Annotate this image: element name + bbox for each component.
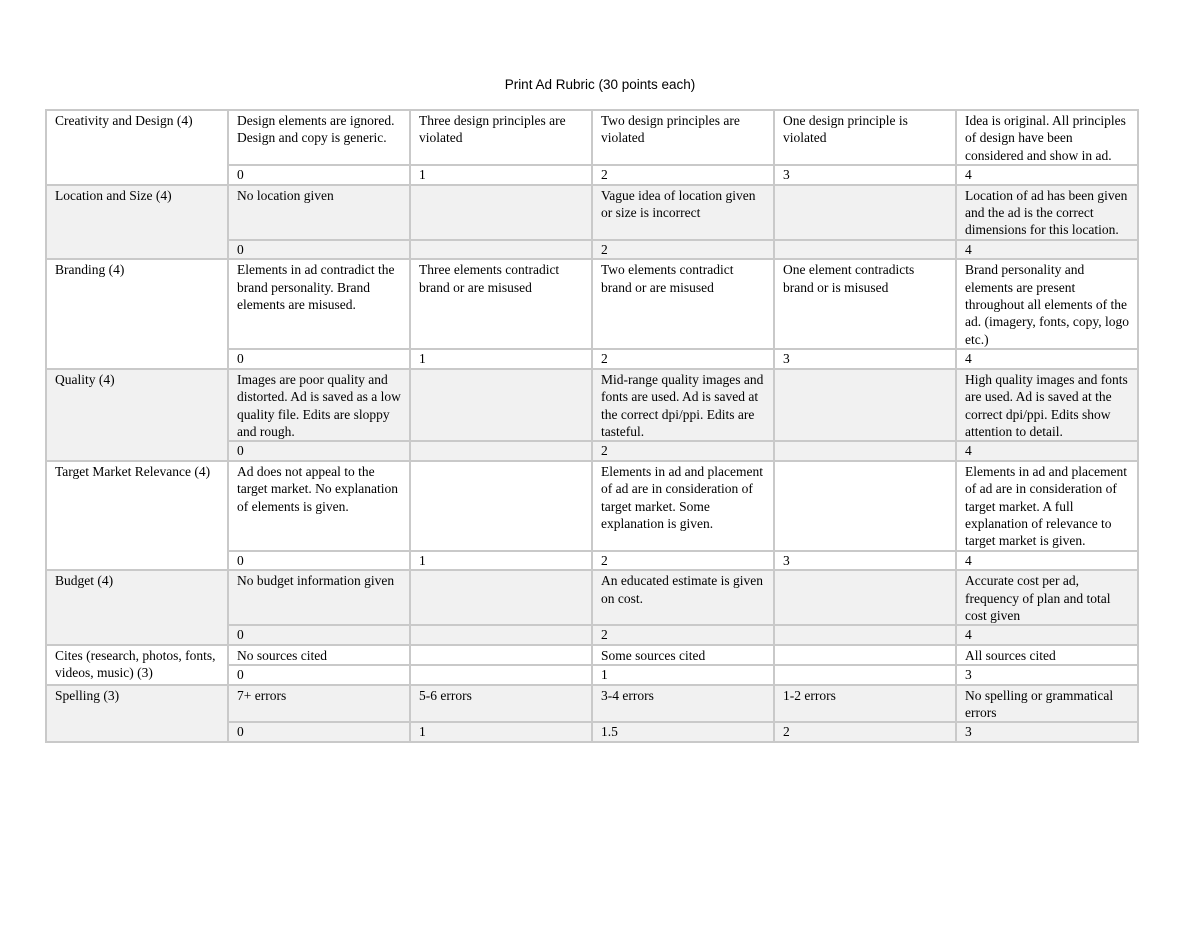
- score-cell: [410, 665, 592, 684]
- description-cell: One element contradicts brand or is misused: [774, 259, 956, 349]
- criterion-name: Cites (research, photos, fonts, videos, music) (3): [46, 645, 228, 685]
- score-cell: 1.5: [592, 722, 774, 741]
- score-cell: 1: [410, 551, 592, 570]
- score-cell: 1: [410, 722, 592, 741]
- score-cell: 2: [592, 349, 774, 368]
- description-cell: Two elements contradict brand or are misused: [592, 259, 774, 349]
- description-cell: Mid-range quality images and fonts are used. Ad is saved at the correct dpi/ppi. Edits are tasteful.: [592, 369, 774, 442]
- description-cell: Three elements contradict brand or are misused: [410, 259, 592, 349]
- description-cell: Elements in ad and placement of ad are in consideration of target market. A full explanation of relevance to target market is given.: [956, 461, 1138, 551]
- document-title: Print Ad Rubric (30 points each): [504, 77, 696, 92]
- description-cell: Brand personality and elements are present throughout all elements of the ad. (imagery, fonts, copy, logo etc.): [956, 259, 1138, 349]
- description-cell: Elements in ad and placement of ad are in consideration of target market. Some explanation is given.: [592, 461, 774, 551]
- description-cell: Some sources cited: [592, 645, 774, 665]
- description-cell: No location given: [228, 185, 410, 240]
- description-cell: [774, 369, 956, 442]
- score-cell: 2: [592, 551, 774, 570]
- description-cell: [774, 185, 956, 240]
- criterion-row-quality: [46, 369, 1138, 442]
- score-cell: 0: [228, 551, 410, 570]
- description-cell: All sources cited: [956, 645, 1138, 665]
- description-cell: Three design principles are violated: [410, 110, 592, 165]
- score-cell: [774, 665, 956, 684]
- score-cell: 4: [956, 625, 1138, 644]
- criterion-name: Budget (4): [46, 570, 228, 645]
- criterion-name: Target Market Relevance (4): [46, 461, 228, 570]
- description-cell: Two design principles are violated: [592, 110, 774, 165]
- description-cell: [774, 461, 956, 551]
- description-cell: No spelling or grammatical errors: [956, 685, 1138, 723]
- score-cell: 4: [956, 441, 1138, 460]
- criterion-row-creativity: [46, 110, 1138, 165]
- description-cell: No sources cited: [228, 645, 410, 665]
- score-cell: 0: [228, 349, 410, 368]
- criterion-row-branding: [46, 259, 1138, 349]
- score-cell: 3: [956, 665, 1138, 684]
- score-cell: 4: [956, 551, 1138, 570]
- score-cell: 0: [228, 441, 410, 460]
- description-cell: Design elements are ignored. Design and copy is generic.: [228, 110, 410, 165]
- score-cell: 0: [228, 165, 410, 184]
- score-cell: 4: [956, 240, 1138, 259]
- description-cell: 1-2 errors: [774, 685, 956, 723]
- description-cell: Elements in ad contradict the brand personality. Brand elements are misused.: [228, 259, 410, 349]
- description-cell: 5-6 errors: [410, 685, 592, 723]
- score-cell: 4: [956, 165, 1138, 184]
- description-cell: [410, 645, 592, 665]
- criterion-name: Branding (4): [46, 259, 228, 368]
- description-cell: [774, 645, 956, 665]
- score-cell: 2: [592, 165, 774, 184]
- score-cell: 2: [592, 240, 774, 259]
- description-cell: [410, 570, 592, 625]
- description-cell: Location of ad has been given and the ad is the correct dimensions for this location.: [956, 185, 1138, 240]
- description-cell: [774, 570, 956, 625]
- score-cell: 3: [774, 165, 956, 184]
- description-cell: Accurate cost per ad, frequency of plan and total cost given: [956, 570, 1138, 625]
- score-cell: 3: [956, 722, 1138, 741]
- criterion-row-budget: [46, 570, 1138, 625]
- score-cell: [774, 625, 956, 644]
- description-cell: [410, 185, 592, 240]
- description-cell: No budget information given: [228, 570, 410, 625]
- description-cell: [410, 369, 592, 442]
- score-cell: 2: [774, 722, 956, 741]
- score-cell: 1: [592, 665, 774, 684]
- score-cell: [774, 240, 956, 259]
- score-cell: 3: [774, 349, 956, 368]
- description-cell: [410, 461, 592, 551]
- score-cell: 0: [228, 240, 410, 259]
- criterion-name: Quality (4): [46, 369, 228, 461]
- description-cell: Vague idea of location given or size is incorrect: [592, 185, 774, 240]
- criterion-row-cites: [46, 645, 1138, 665]
- description-cell: Ad does not appeal to the target market. No explanation of elements is given.: [228, 461, 410, 551]
- criterion-name: Spelling (3): [46, 685, 228, 742]
- criterion-row-target-market: [46, 461, 1138, 551]
- criterion-row-spelling: [46, 685, 1138, 723]
- description-cell: 7+ errors: [228, 685, 410, 723]
- description-cell: High quality images and fonts are used. Ad is saved at the correct dpi/ppi. Edits show attention to detail.: [956, 369, 1138, 442]
- score-cell: 0: [228, 722, 410, 741]
- criterion-name: Creativity and Design (4): [46, 110, 228, 185]
- score-cell: 4: [956, 349, 1138, 368]
- score-cell: [410, 441, 592, 460]
- description-cell: One design principle is violated: [774, 110, 956, 165]
- score-cell: [410, 240, 592, 259]
- rubric-table: [45, 109, 1139, 743]
- description-cell: An educated estimate is given on cost.: [592, 570, 774, 625]
- score-cell: 0: [228, 665, 410, 684]
- description-cell: Idea is original. All principles of design have been considered and show in ad.: [956, 110, 1138, 165]
- score-cell: [410, 625, 592, 644]
- description-cell: Images are poor quality and distorted. Ad is saved as a low quality file. Edits are sloppy and rough.: [228, 369, 410, 442]
- score-cell: 2: [592, 441, 774, 460]
- score-cell: [774, 441, 956, 460]
- criterion-row-location: [46, 185, 1138, 240]
- score-cell: 2: [592, 625, 774, 644]
- score-cell: 1: [410, 165, 592, 184]
- description-cell: 3-4 errors: [592, 685, 774, 723]
- score-cell: 3: [774, 551, 956, 570]
- score-cell: 0: [228, 625, 410, 644]
- score-cell: 1: [410, 349, 592, 368]
- criterion-name: Location and Size (4): [46, 185, 228, 260]
